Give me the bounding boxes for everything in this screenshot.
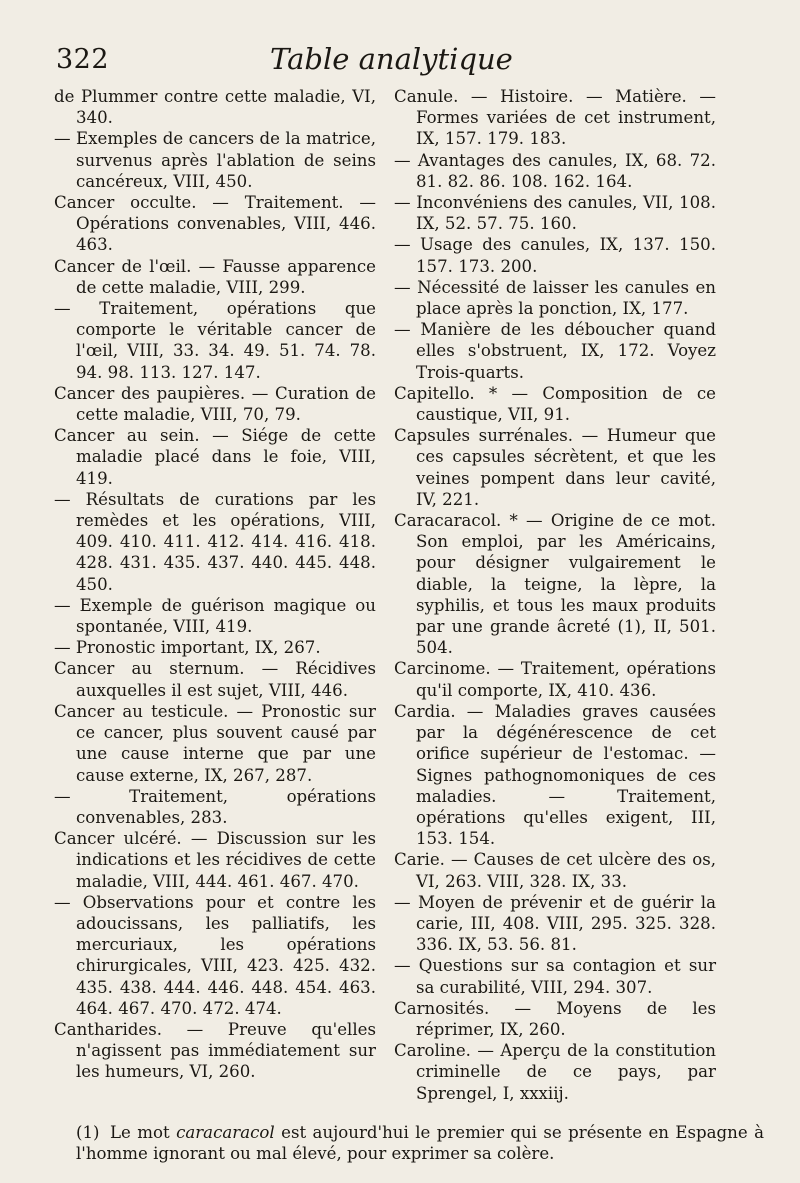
index-entry: Cancer au testicule. — Pronostic sur ce cancer, plus souvent causé par une cause interne que par une cause externe, IX, 267, 287. — [54, 701, 376, 785]
index-entry: de Plummer contre cette maladie, VI, 340. — [54, 87, 376, 128]
index-entry: Carcinome. — Traitement, opérations qu'il comporte, IX, 410. 436. — [394, 659, 716, 700]
running-title: Table analytique — [270, 42, 513, 76]
index-entry: — Nécessité de laisser les canules en place après la ponction, IX, 177. — [394, 277, 716, 319]
index-entry: Canule. — Histoire. — Matière. — Formes variées de cet instrument, IX, 157. 179. 183. — [394, 87, 716, 149]
index-entry: Caracaracol. * — Origine de ce mot. Son emploi, par les Américains, pour désigner vulgairement le diable, la teigne, la lèpre, la syphilis, et tous les maux produits par une grande âcreté (1), II, 501. 504. — [394, 511, 716, 658]
index-entry: Carnosités. — Moyens de les réprimer, IX, 260. — [394, 998, 716, 1039]
index-entry: — Observations pour et contre les adoucissans, les palliatifs, les mercuriaux, les opérations chirurgicales, VIII, 423. 425. 432. 435. 438. 444. 446. 448. 454. 463. 464. 467. 470. 472. 474. — [54, 892, 376, 1018]
index-entry: — Exemple de guérison magique ou spontanée, VIII, 419. — [54, 595, 376, 637]
index-entry: — Résultats de curations par les remèdes et les opérations, VIII, 409. 410. 411. 412. 414. 416. 418. 428. 431. 435. 437. 440. 445. 448. 450. — [54, 489, 376, 594]
index-entry: — Pronostic important, IX, 267. — [54, 638, 321, 658]
index-entry: — Moyen de prévenir et de guérir la carie, III, 408. VIII, 295. 325. 328. 336. IX, 53. 56. 81. — [394, 892, 716, 955]
index-entry: Carie. — Causes de cet ulcère des os, VI, 263. VIII, 328. IX, 33. — [394, 850, 716, 891]
index-entry: Capitello. * — Composition de ce caustique, VII, 91. — [394, 383, 716, 425]
index-columns — [54, 86, 774, 1104]
index-entry: Cancer occulte. — Traitement. — Opérations convenables, VIII, 446. 463. — [54, 193, 376, 255]
index-entry: — Usage des canules, IX, 137. 150. 157. 173. 200. — [394, 235, 716, 276]
index-entry: — Traitement, opérations que comporte le véritable cancer de l'œil, VIII, 33. 34. 49. 51. 74. 78. 94. 98. 113. 127. 147. — [54, 299, 376, 382]
index-entry: — Avantages des canules, IX, 68. 72. 81. 82. 86. 108. 162. 164. — [394, 150, 716, 191]
footnote-text-after: est aujourd'hui le premier qui se présente en Espagne à l'homme ignorant ou mal élevé, pour exprimer sa colère. — [76, 1122, 765, 1164]
index-entry: — Questions sur sa contagion et sur sa curabilité, VIII, 294. 307. — [394, 956, 716, 997]
index-entry: — Traitement, opérations convenables, 283. — [54, 786, 376, 827]
footnote-italic-word: caracaracol — [176, 1122, 275, 1142]
index-entry: Cancer de l'œil. — Fausse apparence de cette maladie, VIII, 299. — [54, 256, 376, 297]
left-column — [54, 86, 376, 1104]
index-entry: Cancer ulcéré. — Discussion sur les indications et les récidives de cette maladie, VIII, 444. 461. 467. 470. — [54, 829, 376, 891]
index-entry: — Exemples de cancers de la matrice, survenus après l'ablation de seins cancéreux, VIII, 450. — [54, 129, 376, 191]
index-entry: — Inconvéniens des canules, VII, 108. IX, 52. 57. 75. 160. — [394, 193, 716, 234]
page-header — [54, 40, 774, 86]
index-entry: Caroline. — Aperçu de la constitution criminelle de ce pays, par Sprengel, I, xxxiij. — [394, 1041, 716, 1103]
index-entry: Cardia. — Maladies graves causées par la dégénérescence de cet orifice supérieur de l'estomac. — Signes pathognomoniques de ces maladies. — Traitement, opérations qu'elles exigent, III, 153. 154. — [394, 701, 716, 849]
right-column — [394, 86, 716, 1104]
index-entry: Cantharides. — Preuve qu'elles n'agissent pas immédiatement sur les humeurs, VI, 260. — [54, 1019, 376, 1082]
index-entry: — Manière de les déboucher quand elles s'obstruent, IX, 172. Voyez Trois-quarts. — [394, 320, 716, 382]
index-entry: Cancer au sternum. — Récidives auxquelles il est sujet, VIII, 446. — [54, 659, 376, 700]
index-entry: Cancer au sein. — Siége de cette maladie placé dans le foie, VIII, 419. — [54, 426, 376, 488]
footnote-text-before: Le mot — [109, 1122, 170, 1142]
footnote-marker: (1) — [76, 1122, 100, 1142]
index-entry: Capsules surrénales. — Humeur que ces capsules sécrètent, et que les veines pompent dans leur cavité, IV, 221. — [394, 426, 716, 509]
page-number: 322 — [56, 44, 110, 75]
index-entry: Cancer des paupières. — Curation de cette maladie, VIII, 70, 79. — [54, 383, 376, 425]
footnote — [54, 1122, 774, 1165]
